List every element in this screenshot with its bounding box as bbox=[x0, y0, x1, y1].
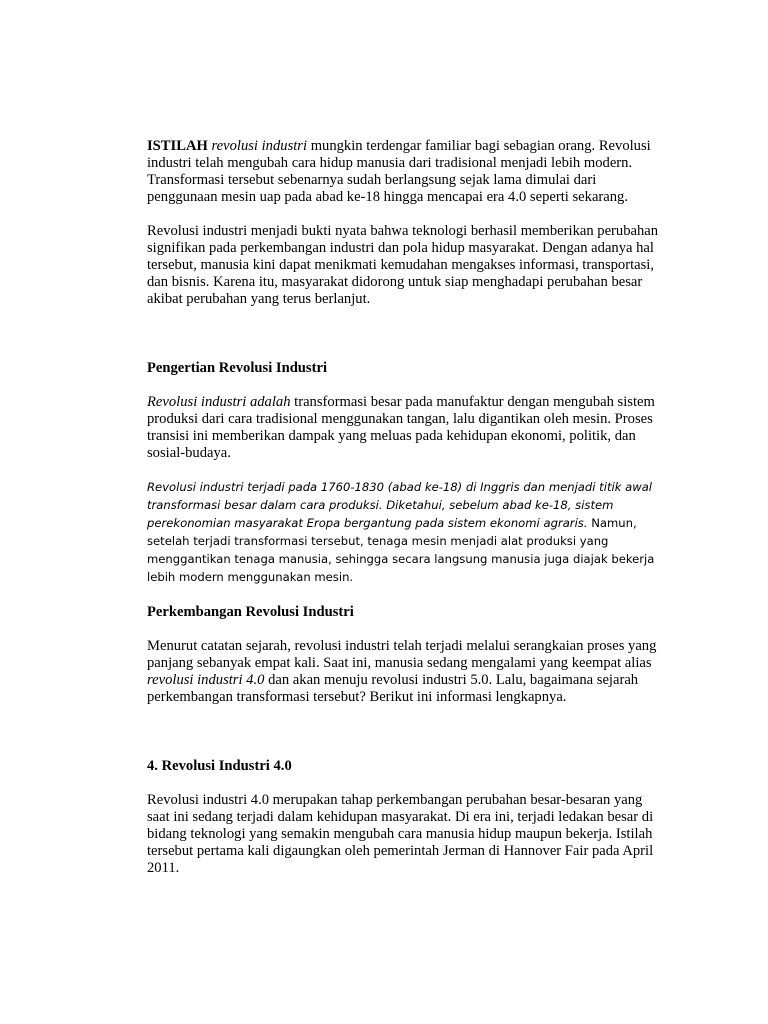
intro-lead-text: mungkin terdengar familiar bagi sebagian orang. Revolusi industri telah mengubah cara hidup manusia dari tradisional menjadi lebih modern. Transformasi tersebut sebenarnya sudah berlangsung sejak lama dimulai dari penggunaan mesin uap pada abad ke-18 hingga mencapai era 4.0 seperti sekarang. bbox=[147, 138, 651, 205]
pengertian-paragraph-1 bbox=[147, 394, 667, 462]
section-heading-pengertian: Pengertian Revolusi Industri bbox=[147, 360, 327, 376]
perkembangan-text-end: dan akan menuju revolusi industri 5.0. Lalu, bagaimana sejarah perkembangan transformasi tersebut? Berikut ini informasi lengkapnya. bbox=[147, 672, 639, 705]
pengertian-history-text: Namun, setelah terjadi transformasi tersebut, tenaga mesin menjadi alat produksi yang menggantikan tenaga manusia, sehingga secara langsung manusia juga diajak bekerja lebih modern menggunakan mesin. bbox=[147, 516, 655, 584]
intro-paragraph-2: Revolusi industri menjadi bukti nyata bahwa teknologi berhasil memberikan perubahan signifikan pada perkembangan industri dan pola hidup masyarakat. Dengan adanya hal tersebut, manusia kini dapat menikmati kemudahan mengakses informasi, transportasi, dan bisnis. Karena itu, masyarakat didorong untuk siap menghadapi perubahan besar akibat perubahan yang terus berlanjut. bbox=[147, 223, 659, 307]
document-body bbox=[147, 138, 667, 877]
pengertian-italic-history: Revolusi industri terjadi pada 1760-1830 (abad ke-18) di Inggris dan menjadi titik awal transformasi besar dalam cara produksi. Diketahui, sebelum abad ke-18, sistem perekonomian masyarakat Eropa bergantung pada sistem ekonomi agraris. bbox=[147, 480, 653, 530]
perkembangan-text-start: Menurut catatan sejarah, revolusi industri telah terjadi melalui serangkaian proses yang panjang sebanyak empat kali. Saat ini, manusia sedang mengalami yang keempat alias bbox=[147, 638, 657, 671]
pengertian-italic-lead: Revolusi industri adalah bbox=[147, 394, 291, 410]
pengertian-paragraph-2 bbox=[147, 478, 667, 586]
intro-lead-bold: ISTILAH bbox=[147, 138, 208, 154]
perkembangan-italic: revolusi industri 4.0 bbox=[147, 672, 265, 688]
intro-lead-italic: revolusi industri bbox=[211, 138, 308, 154]
perkembangan-paragraph bbox=[147, 638, 667, 706]
intro-paragraph bbox=[147, 138, 667, 206]
pengertian-text: transformasi besar pada manufaktur dengan mengubah sistem produksi dari cara tradisional menggunakan tangan, lalu digantikan oleh mesin. Proses transisi ini memberikan dampak yang meluas pada kehidupan ekonomi, politik, dan sosial-budaya. bbox=[147, 394, 655, 461]
section-heading-industri-4: 4. Revolusi Industri 4.0 bbox=[147, 758, 292, 774]
industri-4-paragraph: Revolusi industri 4.0 merupakan tahap perkembangan perubahan besar-besaran yang saat ini sedang terjadi dalam kehidupan masyarakat. Di era ini, terjadi ledakan besar di bidang teknologi yang semakin mengubah cara manusia hidup maupun bekerja. Istilah tersebut pertama kali digaungkan oleh pemerintah Jerman di Hannover Fair pada April 2011. bbox=[147, 792, 654, 876]
section-heading-perkembangan: Perkembangan Revolusi Industri bbox=[147, 604, 354, 620]
